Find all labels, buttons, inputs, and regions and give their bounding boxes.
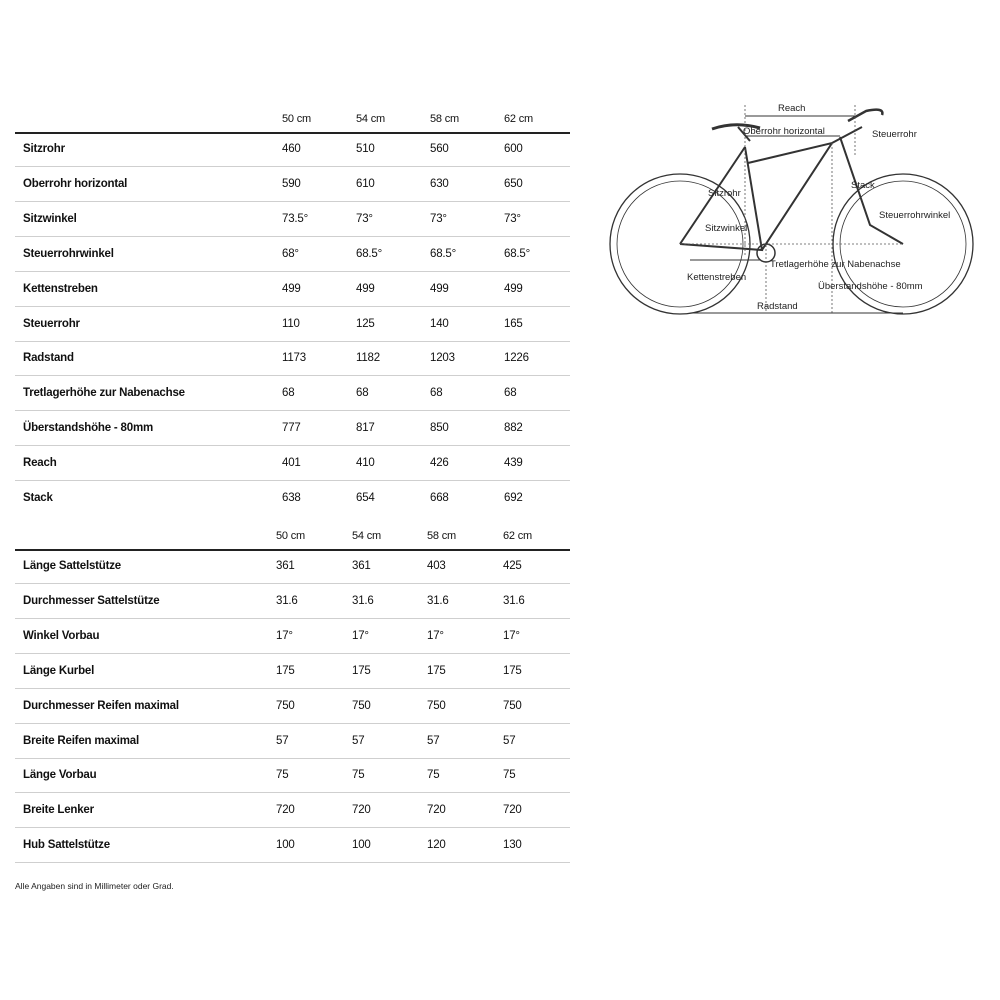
column-header-size: 50 cm [282, 113, 311, 125]
table-cell: 75 [352, 769, 365, 782]
table-cell: 654 [356, 492, 375, 504]
row-label: Durchmesser Reifen maximal [23, 699, 179, 712]
row-label: Länge Kurbel [23, 664, 95, 677]
row-label: Steuerrohrwinkel [23, 247, 114, 260]
table-cell: 125 [356, 317, 375, 330]
table-cell: 590 [282, 177, 301, 190]
table-cell: 750 [427, 699, 446, 712]
row-divider [15, 445, 570, 446]
table-cell: 175 [427, 664, 446, 677]
row-divider [15, 375, 570, 376]
table-cell: 882 [504, 422, 523, 435]
row-divider [15, 480, 570, 481]
table-cell: 425 [503, 560, 522, 572]
table-cell: 73° [504, 212, 521, 225]
table-cell: 361 [276, 560, 295, 572]
row-label: Sitzwinkel [23, 212, 77, 225]
table-cell: 610 [356, 177, 375, 190]
table-cell: 175 [503, 664, 522, 677]
row-label: Winkel Vorbau [23, 629, 100, 642]
table-cell: 17° [503, 629, 520, 642]
table-cell: 817 [356, 422, 375, 435]
table-cell: 100 [352, 839, 371, 852]
table-cell: 460 [282, 143, 301, 155]
row-divider [15, 201, 570, 202]
table-cell: 1226 [504, 352, 529, 365]
row-label: Länge Sattelstütze [23, 560, 122, 572]
label-standover: Überstandshöhe - 80mm [818, 281, 923, 292]
table-cell: 175 [352, 664, 371, 677]
row-label: Hub Sattelstütze [23, 839, 110, 852]
column-header-size: 62 cm [503, 530, 532, 542]
row-label: Stack [23, 492, 53, 504]
table-cell: 57 [276, 734, 289, 747]
table-cell: 750 [276, 699, 295, 712]
column-header-size: 62 cm [504, 113, 533, 125]
table-cell: 720 [276, 804, 295, 817]
table-cell: 68 [356, 387, 369, 400]
table-cell: 401 [282, 457, 301, 470]
row-divider [15, 583, 570, 584]
table-cell: 510 [356, 143, 375, 155]
table-cell: 499 [504, 282, 523, 295]
header-divider [15, 132, 570, 134]
table-cell: 165 [504, 317, 523, 330]
table-cell: 720 [352, 804, 371, 817]
table-cell: 175 [276, 664, 295, 677]
table-cell: 630 [430, 177, 449, 190]
bike-geometry-diagram [600, 95, 980, 325]
table-cell: 140 [430, 317, 449, 330]
table-cell: 130 [503, 839, 522, 852]
table-cell: 850 [430, 422, 449, 435]
row-divider [15, 618, 570, 619]
footnote: Alle Angaben sind in Millimeter oder Grad. [15, 881, 174, 891]
table-cell: 17° [276, 629, 293, 642]
handlebar [848, 110, 882, 121]
row-divider [15, 758, 570, 759]
row-divider [15, 688, 570, 689]
table-cell: 68.5° [504, 247, 530, 260]
column-header-size: 54 cm [356, 113, 385, 125]
table-cell: 403 [427, 560, 446, 572]
table-cell: 17° [352, 629, 369, 642]
table-cell: 73° [356, 212, 373, 225]
row-divider [15, 410, 570, 411]
label-wheelbase: Radstand [757, 301, 798, 312]
row-label: Reach [23, 457, 57, 470]
row-divider [15, 827, 570, 828]
row-label: Radstand [23, 352, 74, 365]
table-cell: 777 [282, 422, 301, 435]
row-label: Breite Lenker [23, 804, 94, 817]
label-head-angle: Steuerrohrwinkel [879, 210, 951, 221]
table-cell: 600 [504, 143, 523, 155]
table-cell: 73.5° [282, 212, 308, 225]
row-divider [15, 341, 570, 342]
column-header-size: 58 cm [427, 530, 456, 542]
table-cell: 31.6 [427, 594, 449, 607]
row-label: Kettenstreben [23, 282, 98, 295]
row-divider [15, 653, 570, 654]
column-header-size: 50 cm [276, 530, 305, 542]
row-label: Sitzrohr [23, 143, 65, 155]
row-divider [15, 862, 570, 863]
table-cell: 31.6 [503, 594, 525, 607]
table-cell: 17° [427, 629, 444, 642]
table-cell: 100 [276, 839, 295, 852]
table-cell: 73° [430, 212, 447, 225]
table-cell: 668 [430, 492, 449, 504]
table-cell: 57 [427, 734, 440, 747]
table-cell: 120 [427, 839, 446, 852]
table-cell: 68 [430, 387, 443, 400]
table-cell: 68 [282, 387, 295, 400]
table-cell: 426 [430, 457, 449, 470]
table-cell: 57 [352, 734, 365, 747]
table-cell: 68 [504, 387, 517, 400]
row-divider [15, 166, 570, 167]
row-label: Oberrohr horizontal [23, 177, 128, 190]
table-cell: 75 [503, 769, 516, 782]
table-cell: 31.6 [276, 594, 298, 607]
label-chainstays: Kettenstreben [687, 272, 747, 283]
table-cell: 439 [504, 457, 523, 470]
table-cell: 720 [427, 804, 446, 817]
row-divider [15, 792, 570, 793]
table-cell: 750 [503, 699, 522, 712]
table-cell: 692 [504, 492, 523, 504]
label-seat-tube: Sitzrohr [708, 188, 741, 199]
table-cell: 650 [504, 177, 523, 190]
table-cell: 57 [503, 734, 516, 747]
table-cell: 68.5° [356, 247, 382, 260]
table-cell: 68.5° [430, 247, 456, 260]
table-cell: 1173 [282, 352, 306, 365]
label-bb-drop: Tretlagerhöhe zur Nabenachse [770, 259, 901, 270]
row-divider [15, 236, 570, 237]
row-label: Überstandshöhe - 80mm [23, 422, 153, 435]
column-header-size: 58 cm [430, 113, 459, 125]
row-label: Tretlagerhöhe zur Nabenachse [23, 387, 185, 400]
table-cell: 499 [356, 282, 375, 295]
label-seat-angle: Sitzwinkel [705, 223, 748, 234]
table-cell: 750 [352, 699, 371, 712]
table-cell: 110 [282, 317, 300, 330]
label-stack: Stack [851, 180, 875, 191]
row-label: Breite Reifen maximal [23, 734, 139, 747]
table-cell: 75 [276, 769, 289, 782]
row-divider [15, 271, 570, 272]
row-label: Durchmesser Sattelstütze [23, 594, 160, 607]
label-reach: Reach [778, 103, 806, 114]
table-cell: 499 [430, 282, 449, 295]
row-divider [15, 723, 570, 724]
header-divider [15, 549, 570, 551]
table-cell: 75 [427, 769, 440, 782]
row-label: Steuerrohr [23, 317, 80, 330]
row-label: Länge Vorbau [23, 769, 97, 782]
row-divider [15, 306, 570, 307]
table-cell: 1182 [356, 352, 380, 365]
table-cell: 68° [282, 247, 299, 260]
table-cell: 560 [430, 143, 449, 155]
column-header-size: 54 cm [352, 530, 381, 542]
label-head-tube: Steuerrohr [872, 129, 917, 140]
table-cell: 720 [503, 804, 522, 817]
label-top-tube: Oberrohr horizontal [743, 126, 825, 137]
table-cell: 1203 [430, 352, 455, 365]
table-cell: 361 [352, 560, 371, 572]
table-cell: 410 [356, 457, 375, 470]
table-cell: 638 [282, 492, 301, 504]
table-cell: 31.6 [352, 594, 374, 607]
table-cell: 499 [282, 282, 301, 295]
